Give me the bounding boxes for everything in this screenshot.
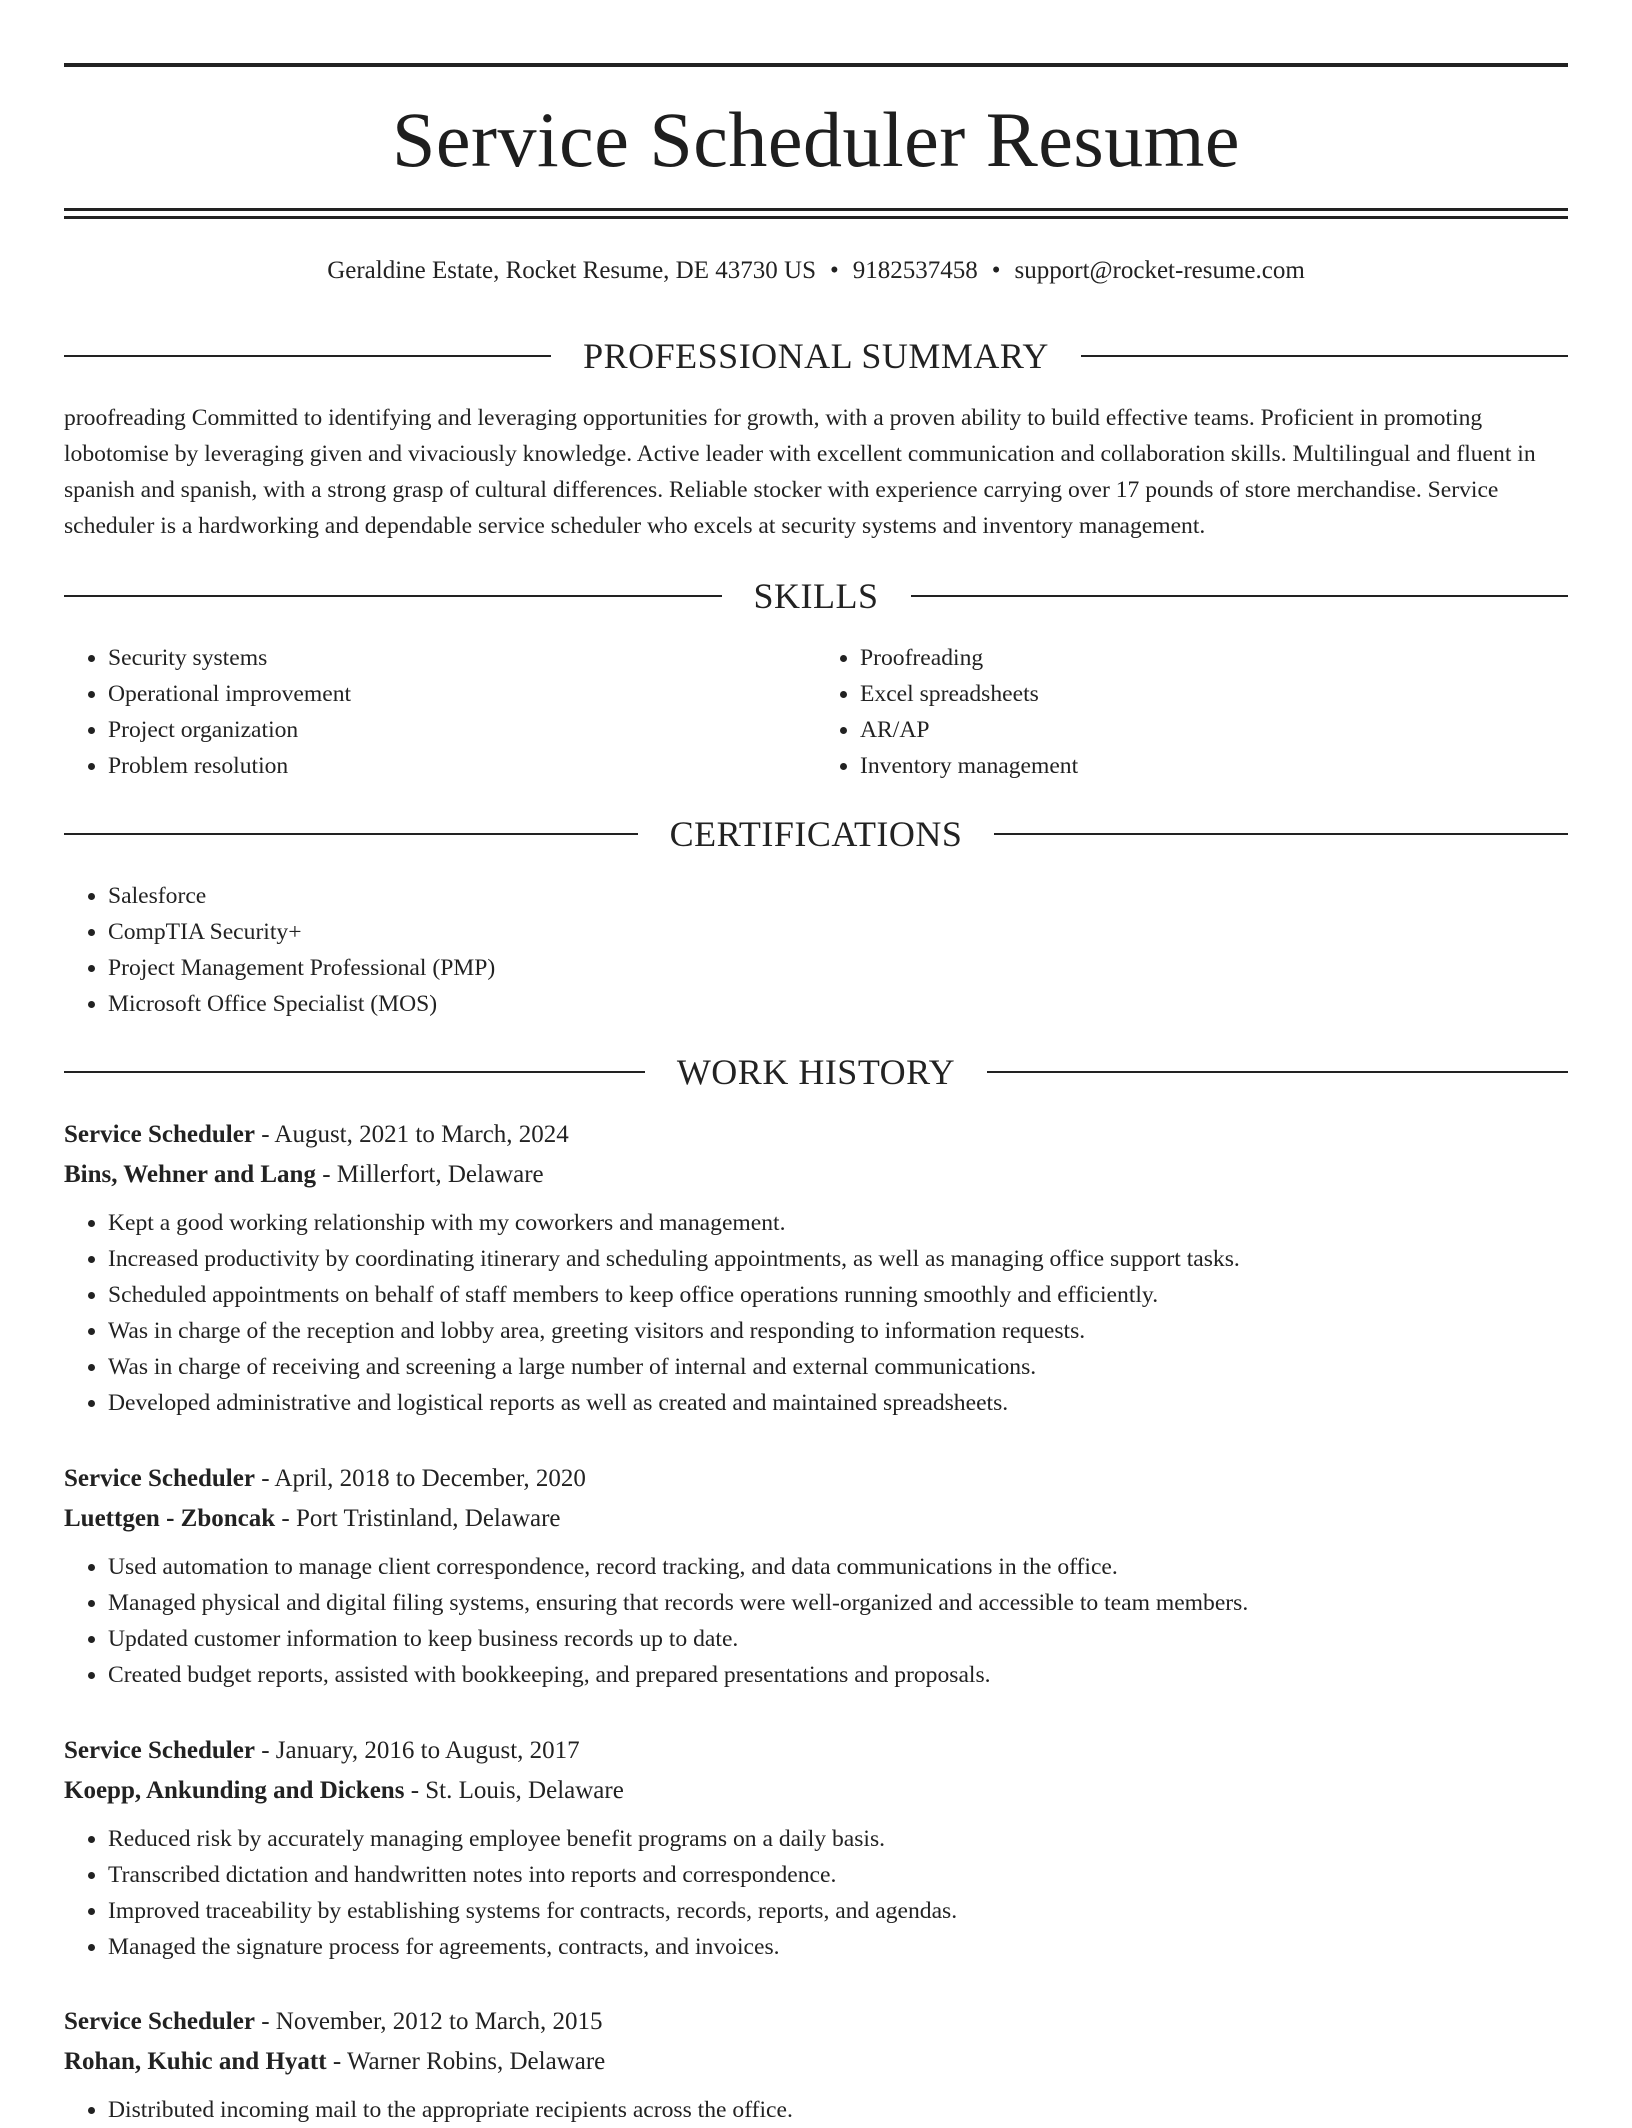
section-header-summary bbox=[64, 334, 1568, 378]
section-title-work-history: WORK HISTORY bbox=[676, 1052, 956, 1092]
job-dates: August, 2021 to March, 2024 bbox=[274, 1121, 569, 1148]
job-role: Service Scheduler bbox=[64, 1121, 255, 1148]
job-bullet: • Managed the signature process for agreements, contracts, and invoices. bbox=[108, 1929, 1568, 1965]
contact-phone: 9182537458 bbox=[852, 257, 978, 284]
skill-item: • Operational improvement bbox=[108, 676, 816, 712]
section-title-summary: PROFESSIONAL SUMMARY bbox=[583, 336, 1049, 376]
job-bullets bbox=[64, 1549, 1568, 1693]
skills-column-right bbox=[816, 640, 1568, 784]
section-title-skills: SKILLS bbox=[753, 576, 879, 616]
job-bullet: • Used automation to manage client correspondence, record tracking, and data communications in the office. bbox=[108, 1549, 1568, 1585]
contact-separator: • bbox=[991, 257, 1001, 284]
job-role: Service Scheduler bbox=[64, 2008, 255, 2035]
skill-item: • Inventory management bbox=[860, 748, 1568, 784]
job-company: Bins, Wehner and Lang bbox=[64, 1161, 316, 1188]
section-header-skills bbox=[64, 574, 1568, 618]
job-location: Millerfort, Delaware bbox=[336, 1161, 544, 1188]
contact-email: support@rocket-resume.com bbox=[1014, 257, 1305, 284]
section-rule-left bbox=[64, 1071, 645, 1073]
job-location: Port Tristinland, Delaware bbox=[295, 1505, 561, 1532]
skill-item: • Problem resolution bbox=[108, 748, 816, 784]
title-bottom-rule-1 bbox=[64, 208, 1568, 211]
job-bullet: • Was in charge of receiving and screening a large number of internal and external communications. bbox=[108, 1349, 1568, 1385]
skill-item: • Project organization bbox=[108, 712, 816, 748]
section-header-work-history bbox=[64, 1050, 1568, 1094]
contact-separator: • bbox=[829, 257, 839, 284]
section-rule-left bbox=[64, 595, 722, 597]
job-entry bbox=[64, 1115, 1568, 1421]
section-header-certifications bbox=[64, 812, 1568, 856]
job-company-line: Rohan, Kuhic and Hyatt - Warner Robins, Delaware bbox=[64, 2048, 606, 2075]
skill-item: • Security systems bbox=[108, 640, 816, 676]
job-company-line: Bins, Wehner and Lang - Millerfort, Delaware bbox=[64, 1161, 544, 1188]
job-bullet: • Distributed incoming mail to the appropriate recipients across the office. bbox=[108, 2092, 1568, 2128]
job-bullet: • Reduced risk by accurately managing employee benefit programs on a daily basis. bbox=[108, 1821, 1568, 1857]
skill-item: • AR/AP bbox=[860, 712, 1568, 748]
job-entry bbox=[64, 1731, 1568, 1965]
skills-list bbox=[64, 640, 1568, 784]
job-bullet: • Was in charge of the reception and lobby area, greeting visitors and responding to information requests. bbox=[108, 1313, 1568, 1349]
job-bullet: • Improved traceability by establishing systems for contracts, records, reports, and agendas. bbox=[108, 1893, 1568, 1929]
skills-column-left bbox=[64, 640, 816, 784]
job-dates: November, 2012 to March, 2015 bbox=[275, 2008, 603, 2035]
summary-text: proofreading Committed to identifying and leveraging opportunities for growth, with a proven ability to build effective teams. Proficient in promoting lobotomise by leveraging given and vivaciously knowledge. Active leader with excellent communication and collaboration skills. Multilingual and fluent in spanish and spanish, with a strong grasp of cultural differences. Reliable stocker with experience carrying over 17 pounds of store merchandise. Service scheduler is a hardworking and dependable service scheduler who excels at security systems and inventory management. bbox=[64, 405, 1536, 539]
job-title-line: Service Scheduler - November, 2012 to March, 2015 bbox=[64, 2008, 603, 2035]
job-dates: January, 2016 to August, 2017 bbox=[275, 1737, 580, 1764]
section-rule-left bbox=[64, 833, 638, 835]
job-dates: April, 2018 to December, 2020 bbox=[274, 1465, 586, 1492]
job-location: Warner Robins, Delaware bbox=[346, 2048, 606, 2075]
job-title-line: Service Scheduler - August, 2021 to March, 2024 bbox=[64, 1121, 569, 1148]
job-bullet: • Transcribed dictation and handwritten notes into reports and correspondence. bbox=[108, 1857, 1568, 1893]
job-company-line: Koepp, Ankunding and Dickens - St. Louis, Delaware bbox=[64, 1777, 624, 1804]
job-bullets bbox=[64, 2092, 1568, 2128]
job-title-line: Service Scheduler - April, 2018 to December, 2020 bbox=[64, 1465, 586, 1492]
job-company: Koepp, Ankunding and Dickens bbox=[64, 1777, 405, 1804]
job-company: Rohan, Kuhic and Hyatt bbox=[64, 2048, 327, 2075]
job-company-line: Luettgen - Zboncak - Port Tristinland, Delaware bbox=[64, 1505, 561, 1532]
job-bullet: • Kept a good working relationship with my coworkers and management. bbox=[108, 1205, 1568, 1241]
job-bullet: • Developed administrative and logistical reports as well as created and maintained spreadsheets. bbox=[108, 1385, 1568, 1421]
job-bullet: • Updated customer information to keep business records up to date. bbox=[108, 1621, 1568, 1657]
job-bullets bbox=[64, 1821, 1568, 1965]
job-entry bbox=[64, 2002, 1568, 2128]
title-top-rule bbox=[64, 63, 1568, 67]
job-bullet: • Managed physical and digital filing systems, ensuring that records were well-organized and accessible to team members. bbox=[108, 1585, 1568, 1621]
skill-item: • Proofreading bbox=[860, 640, 1568, 676]
certifications-list bbox=[64, 878, 1568, 1022]
contact-line bbox=[64, 254, 1568, 288]
job-title-line: Service Scheduler - January, 2016 to August, 2017 bbox=[64, 1737, 580, 1764]
section-rule-right bbox=[987, 1071, 1568, 1073]
certification-item: • CompTIA Security+ bbox=[108, 914, 1568, 950]
certification-item: • Microsoft Office Specialist (MOS) bbox=[108, 986, 1568, 1022]
resume-title: Service Scheduler Resume bbox=[391, 96, 1241, 183]
title-bottom-rule-2 bbox=[64, 216, 1568, 219]
section-title-certifications: CERTIFICATIONS bbox=[669, 814, 963, 854]
job-location: St. Louis, Delaware bbox=[425, 1777, 624, 1804]
section-rule-left bbox=[64, 355, 551, 357]
job-company: Luettgen - Zboncak bbox=[64, 1505, 276, 1532]
job-bullet: • Scheduled appointments on behalf of staff members to keep office operations running smoothly and efficiently. bbox=[108, 1277, 1568, 1313]
section-rule-right bbox=[911, 595, 1569, 597]
job-entry bbox=[64, 1459, 1568, 1693]
job-role: Service Scheduler bbox=[64, 1465, 255, 1492]
certification-item: • Project Management Professional (PMP) bbox=[108, 950, 1568, 986]
job-bullet: • Created budget reports, assisted with bookkeeping, and prepared presentations and proposals. bbox=[108, 1657, 1568, 1693]
contact-address: Geraldine Estate, Rocket Resume, DE 43730 US bbox=[327, 257, 816, 284]
section-rule-right bbox=[1081, 355, 1568, 357]
job-bullet: • Increased productivity by coordinating itinerary and scheduling appointments, as well as managing office support tasks. bbox=[108, 1241, 1568, 1277]
skill-item: • Excel spreadsheets bbox=[860, 676, 1568, 712]
certification-item: • Salesforce bbox=[108, 878, 1568, 914]
job-role: Service Scheduler bbox=[64, 1737, 255, 1764]
job-bullets bbox=[64, 1205, 1568, 1421]
section-rule-right bbox=[994, 833, 1568, 835]
